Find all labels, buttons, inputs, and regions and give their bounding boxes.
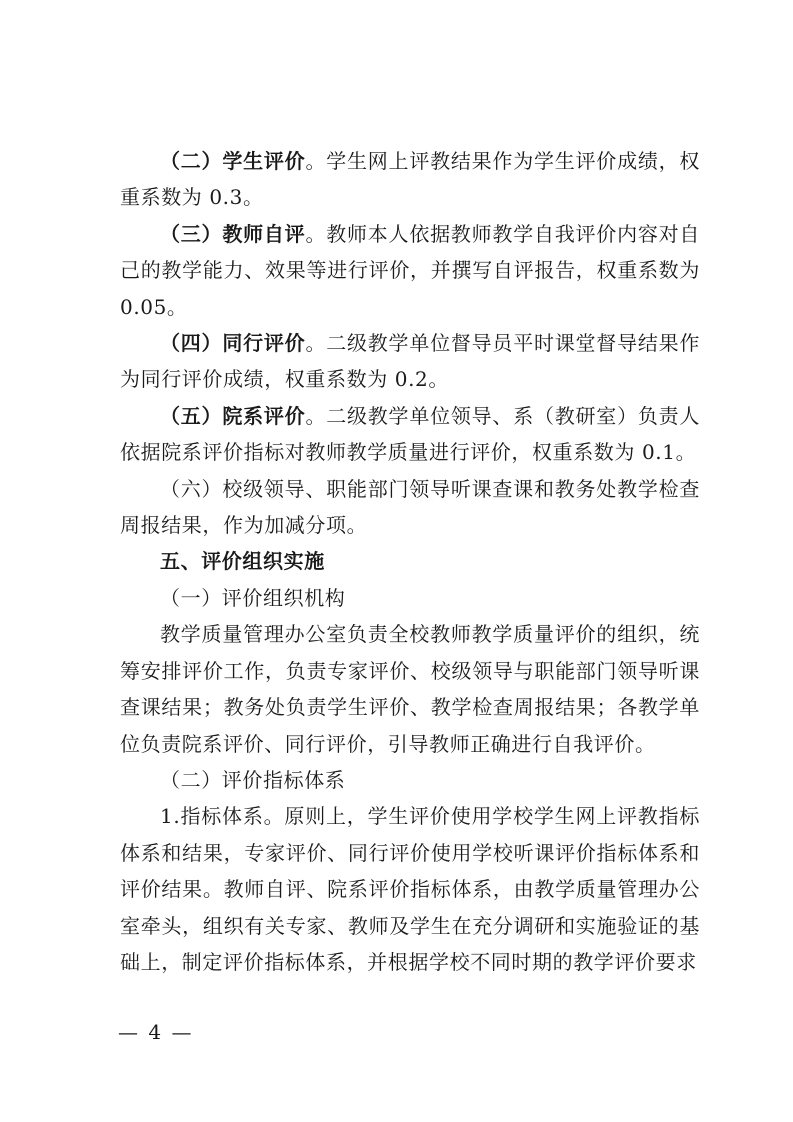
paragraph-text: 。学生网上评教结果作为学生评价成绩，权重系数为 0.3。 [120, 149, 700, 210]
paragraph-lead: （五）院系评价 [160, 403, 306, 428]
page-number: — 4 — [118, 1020, 194, 1044]
paragraph-text: 。教师本人依据教师教学自我评价内容对自己的教学能力、效果等进行评价，并撰写自评报告，权重系数为0.05。 [120, 221, 700, 319]
paragraph-teacher-self-evaluation [120, 216, 700, 325]
paragraph-leadership-observation [120, 471, 700, 544]
paragraph-lead: （三）教师自评 [160, 221, 306, 246]
paragraph-department-evaluation [120, 398, 700, 471]
paragraph-lead: （四）同行评价 [160, 331, 306, 356]
paragraph-organization-body: 教学质量管理办公室负责全校教师教学质量评价的组织，统筹安排评价工作，负责专家评价、校级领导与职能部门领导听课查课结果；教务处负责学生评价、教学检查周报结果；各教学单位负责院系评价、同行评价，引导教师正确进行自我评价。 [120, 622, 700, 756]
paragraph-student-evaluation [120, 143, 700, 216]
paragraph-text: （六）校级领导、职能部门领导听课查课和教务处教学检查周报结果，作为加减分项。 [120, 476, 700, 538]
paragraph-text: 。二级教学单位领导、系（教研室）负责人依据院系评价指标对教师教学质量进行评价，权重系数为 0.1。 [120, 403, 700, 465]
subsection-title-organization: （一）评价组织机构 [160, 585, 346, 610]
section-heading: 五、评价组织实施 [160, 549, 325, 574]
document-body [120, 143, 700, 980]
paragraph-text: 。二级教学单位督导员平时课堂督导结果作为同行评价成绩，权重系数为 0.2。 [120, 331, 700, 392]
paragraph-peer-evaluation [120, 325, 700, 398]
paragraph-indicator-system-body: 1.指标体系。原则上，学生评价使用学校学生网上评教指标体系和结果，专家评价、同行评价使用学校听课评价指标体系和评价结果。教师自评、院系评价指标体系，由教学质量管理办公室牵头，组织有关专家、教师及学生在充分调研和实施验证的基础上，制定评价指标体系，并根据学校不同时期的教学评价要求 [120, 804, 700, 974]
subsection-title-indicator-system: （二）评价指标体系 [160, 767, 346, 792]
paragraph-lead: （二）学生评价 [160, 149, 306, 173]
